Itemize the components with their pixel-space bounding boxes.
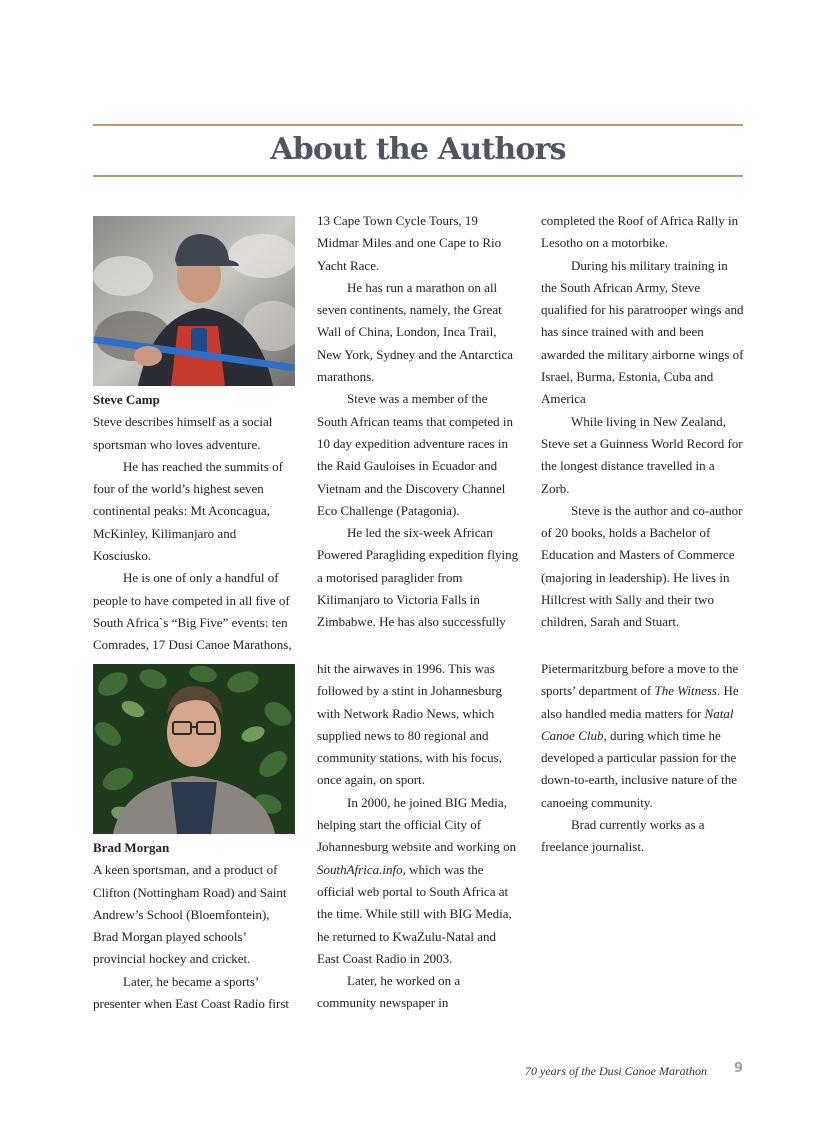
text-run: In 2000, he joined BIG Media, helping start the official City of Johannesburg website and working on bbox=[317, 794, 517, 855]
text-run: . He also handled media matters for bbox=[541, 683, 739, 721]
text-run: Pietermaritzburg before a move to the sports’ department of bbox=[541, 661, 739, 699]
author1-paragraph: completed the Roof of Africa Rally in Lesotho on a motorbike. bbox=[541, 213, 739, 251]
author2-paragraph: Later, he worked on a community newspaper in bbox=[317, 973, 461, 1011]
author2-name: Brad Morgan bbox=[93, 840, 170, 855]
author2-paragraph: hit the airwaves in 1996. This was followed by a stint in Johannesburg with Network Radio News, which supplied news to 80 regional and community stations, with his focus, once again, on sport. bbox=[317, 661, 502, 788]
author1-column-1 bbox=[93, 210, 296, 657]
author1-paragraph: He has run a marathon on all seven continents, namely, the Great Wall of China, London, Inca Trail, New York, Sydney and the Antarctica marathons. bbox=[317, 279, 514, 385]
author2-paragraph: Later, he became a sports’ presenter when East Coast Radio first bbox=[93, 973, 290, 1012]
club-name: Natal Canoe Club bbox=[541, 705, 734, 743]
page-title: About the Authors bbox=[270, 132, 566, 167]
author2-paragraph bbox=[317, 792, 520, 970]
newspaper-name: The Witness bbox=[654, 683, 717, 699]
author1-paragraph: He is one of only a handful of people to have competed in all five of South Africa`s “Big Five” events: ten Comrades, 17 Dusi Canoe Marathons, bbox=[93, 570, 292, 653]
author1-name: Steve Camp bbox=[93, 392, 160, 407]
portrait-paddler-photo bbox=[93, 216, 295, 386]
text-run: , during which time he developed a particular passion for the down-to-earth, inclusive nature of the canoeing community. bbox=[541, 727, 738, 810]
author2-column-1 bbox=[93, 658, 296, 1015]
author2-column-3 bbox=[541, 658, 746, 859]
author1-paragraph: During his military training in the South African Army, Steve qualified for his paratrooper wings and has since trained with and been awarded the military airborne wings of Israel, Burma, Estonia, Cuba and America bbox=[541, 257, 744, 407]
author2-paragraph: A keen sportsman, and a product of Clifton (Nottingham Road) and Saint Andrew’s School (Bloemfontein), Brad Morgan played schools’ provincial hockey and cricket. bbox=[93, 862, 287, 967]
website-name: SouthAfrica.info bbox=[317, 861, 403, 877]
author1-paragraph: Steve describes himself as a social sportsman who loves adventure. bbox=[93, 414, 273, 452]
author1-column-2 bbox=[317, 210, 520, 634]
author1-paragraph: He has reached the summits of four of the world’s highest seven continental peaks: Mt Aconcagua, McKinley, Kilimanjaro and Kosciusko. bbox=[93, 458, 283, 564]
portrait-glasses-photo bbox=[93, 664, 295, 834]
page-number: 9 bbox=[734, 1061, 744, 1076]
author1-paragraph: 13 Cape Town Cycle Tours, 19 Midmar Miles and one Cape to Rio Yacht Race. bbox=[317, 213, 502, 273]
author1-paragraph: He led the six-week African Powered Paragliding expedition flying a motorised paraglider from Kilimanjaro to Victoria Falls in Zimbabwe. He has also successfully bbox=[317, 525, 519, 630]
author2-paragraph bbox=[541, 658, 746, 814]
footer-text: 70 years of the Dusi Canoe Marathon bbox=[525, 1064, 707, 1078]
author2-column-2 bbox=[317, 658, 520, 1015]
author1-paragraph: Steve is the author and co-author of 20 books, holds a Bachelor of Education and Masters of Commerce (majoring in leadership). He lives in Hillcrest with Sally and their two children, Sarah and Stuart. bbox=[541, 502, 743, 630]
author1-paragraph: While living in New Zealand, Steve set a Guinness World Record for the longest distance travelled in a Zorb. bbox=[541, 413, 743, 496]
author1-paragraph: Steve was a member of the South African teams that competed in 10 day expedition adventure races in the Raid Gauloises in Ecuador and Vietnam and the Discovery Channel Eco Challenge (Patagonia). bbox=[317, 391, 514, 518]
text-run: , which was the official web portal to South Africa at the time. While still with BIG Media, he returned to KwaZulu-Natal and East Coast Radio in 2003. bbox=[317, 861, 512, 966]
author2-paragraph: Brad currently works as a freelance journalist. bbox=[541, 817, 705, 855]
title-bottom-rule bbox=[93, 175, 743, 177]
author1-column-3 bbox=[541, 210, 746, 634]
